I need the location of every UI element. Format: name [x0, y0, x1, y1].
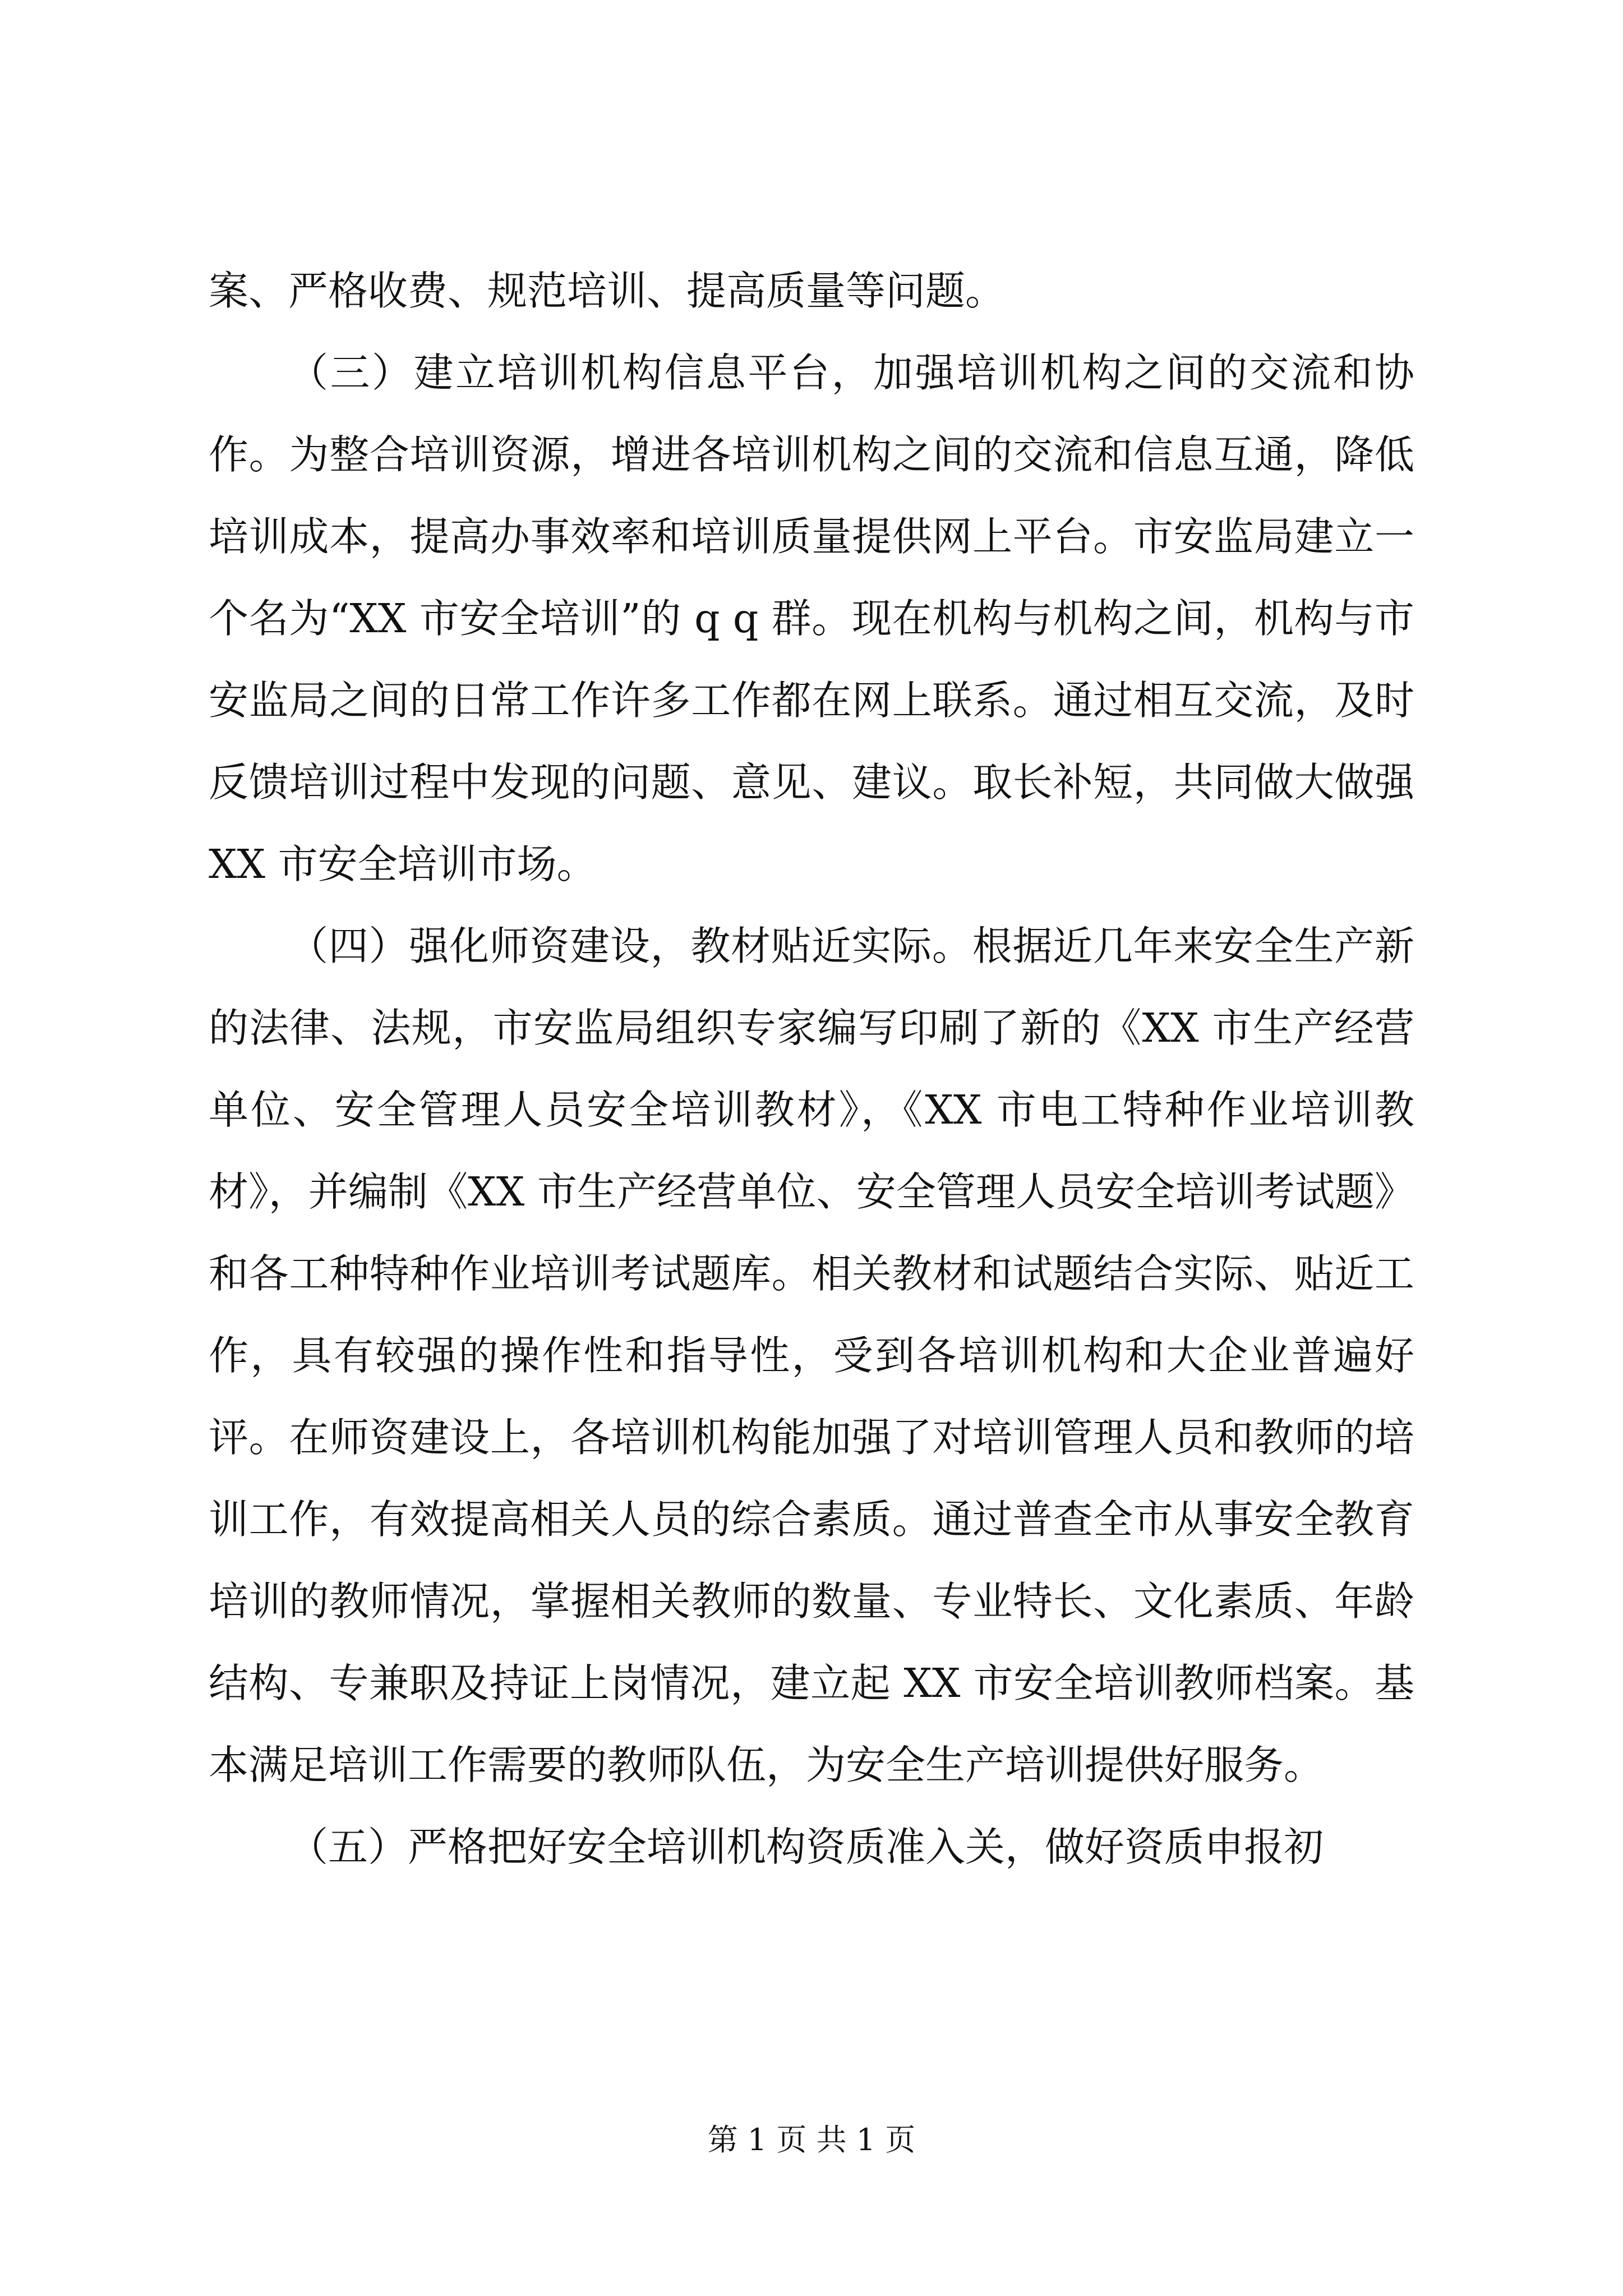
paragraph-section-5: （五）严格把好安全培训机构资质准入关，做好资质申报初: [288, 1824, 1324, 1870]
document-body: [209, 250, 1414, 1888]
paragraph-section-4: （四）强化师资建设，教材贴近实际。根据近几年来安全生产新的法律、法规，市安监局组织专家编写印刷了新的《XX 市生产经营单位、安全管理人员安全培训教材》，《XX 市电工特种作业培训教材》，并编制《XX 市生产经营单位、安全管理人员安全培训考试题》和各工种特种作业培训考试题库。相关教材和试题结合实际、贴近工作，具有较强的操作性和指导性，受到各培训机构和大企业普遍好评。在师资建设上，各培训机构能加强了对培训管理人员和教师的培训工作，有效提高相关人员的综合素质。通过普查全市从事安全教育培训的教师情况，掌握相关教师的数量、专业特长、文化素质、年龄结构、专兼职及持证上岗情况，建立起 XX 市安全培训教师档案。基本满足培训工作需要的教师队伍，为安全生产培训提供好服务。: [209, 923, 1414, 1788]
page-footer: 第 1 页 共 1 页: [707, 2122, 916, 2157]
paragraph-section-3: （三）建立培训机构信息平台，加强培训机构之间的交流和协作。为整合培训资源，增进各培训机构之间的交流和信息互通，降低培训成本，提高办事效率和培训质量提供网上平台。市安监局建立一个名为“XX 市安全培训”的 q q 群。现在机构与机构之间，机构与市安监局之间的日常工作许多工作都在网上联系。通过相互交流，及时反馈培训过程中发现的问题、意见、建议。取长补短，共同做大做强 XX 市安全培训市场。: [209, 349, 1414, 887]
paragraph-continuation: 案、严格收费、规范培训、提高质量等问题。: [209, 268, 1006, 314]
